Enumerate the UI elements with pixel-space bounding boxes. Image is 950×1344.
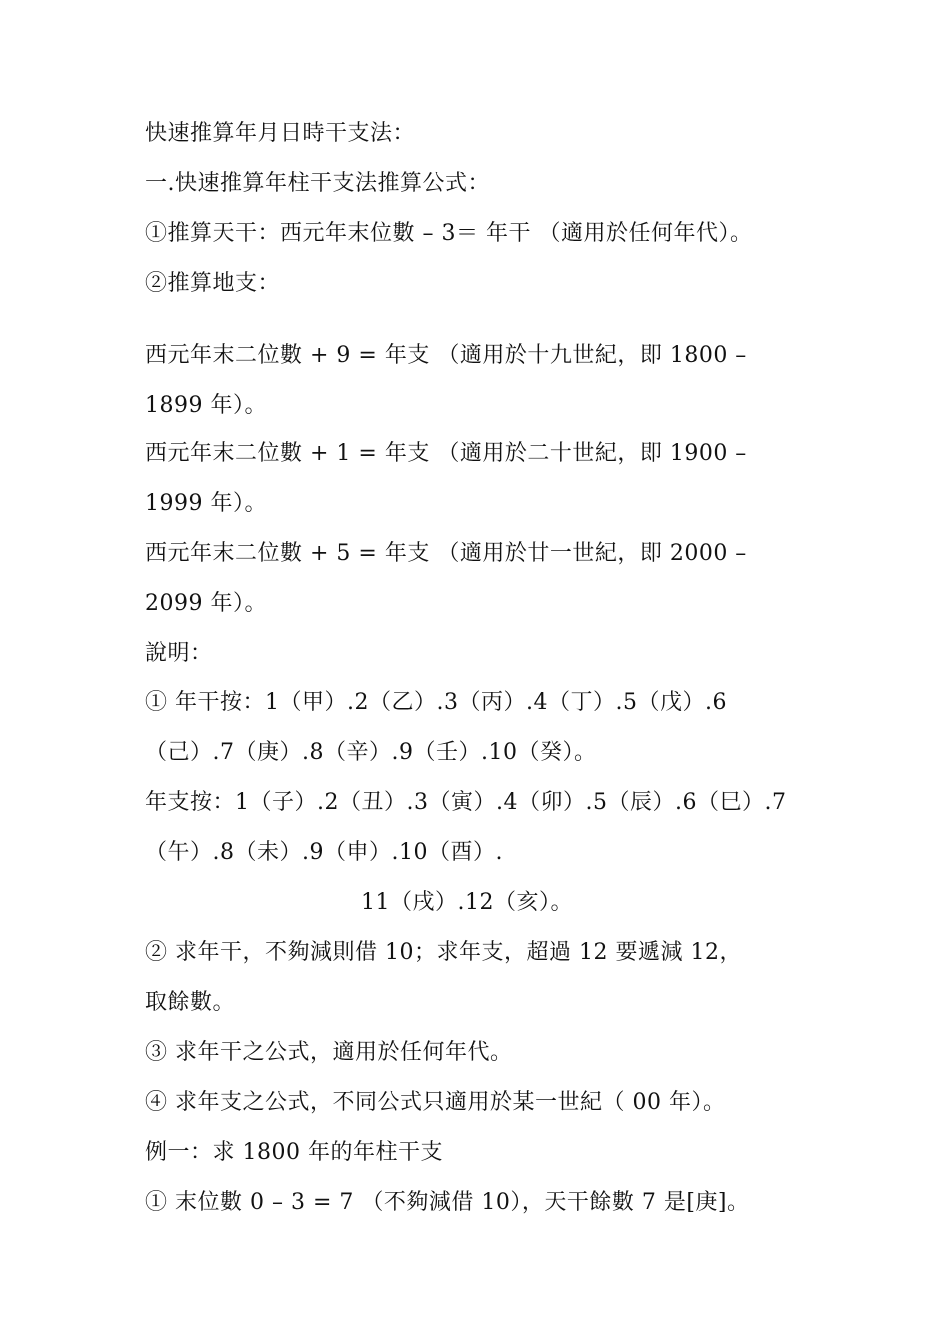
text-line: ④ 求年支之公式，不同公式只適用於某一世紀（ 00 年）。 [145, 1090, 726, 1115]
text-line: ① 末位數 0 – 3 = 7 （不夠減借 10），天干餘數 7 是[庚]。 [145, 1190, 750, 1215]
text-line: ③ 求年干之公式，適用於任何年代。 [145, 1040, 513, 1065]
text-line: ② 求年干，不夠減則借 10；求年支，超過 12 要遞減 12， [145, 940, 742, 965]
text-line: 取餘數。 [145, 990, 236, 1015]
text-line: 年支按：1（子）.2（丑）.3（寅）.4（卯）.5（辰）.6（巳）.7 [145, 790, 787, 815]
subheading: 說明： [145, 641, 213, 666]
text-line: ②推算地支： [145, 271, 281, 296]
text-line: 1899 年）。 [145, 393, 267, 418]
text-line: 2099 年）。 [145, 591, 267, 616]
text-line: 1999 年）。 [145, 491, 267, 516]
text-line: 西元年末二位數 + 1 = 年支 （適用於二十世紀，即 1900 – [145, 441, 747, 466]
heading-title: 快速推算年月日時干支法： [145, 121, 416, 146]
text-line: 11（戌）.12（亥）。 [361, 890, 573, 915]
text-line: ① 年干按：1（甲）.2（乙）.3（丙）.4（丁）.5（戊）.6 [145, 690, 727, 715]
section-heading: 一.快速推算年柱干支法推算公式： [145, 171, 490, 196]
example-heading: 例一：求 1800 年的年柱干支 [145, 1140, 443, 1165]
text-line: （午）.8（未）.9（申）.10（酉）. [145, 840, 503, 865]
text-line: 西元年末二位數 + 5 = 年支 （適用於廿一世紀，即 2000 – [145, 541, 747, 566]
text-line: 西元年末二位數 + 9 = 年支 （適用於十九世紀，即 1800 – [145, 343, 747, 368]
text-line: ①推算天干：西元年末位數 – 3＝ 年干 （適用於任何年代）。 [145, 221, 753, 246]
text-line: （己）.7（庚）.8（辛）.9（壬）.10（癸）。 [145, 740, 597, 765]
